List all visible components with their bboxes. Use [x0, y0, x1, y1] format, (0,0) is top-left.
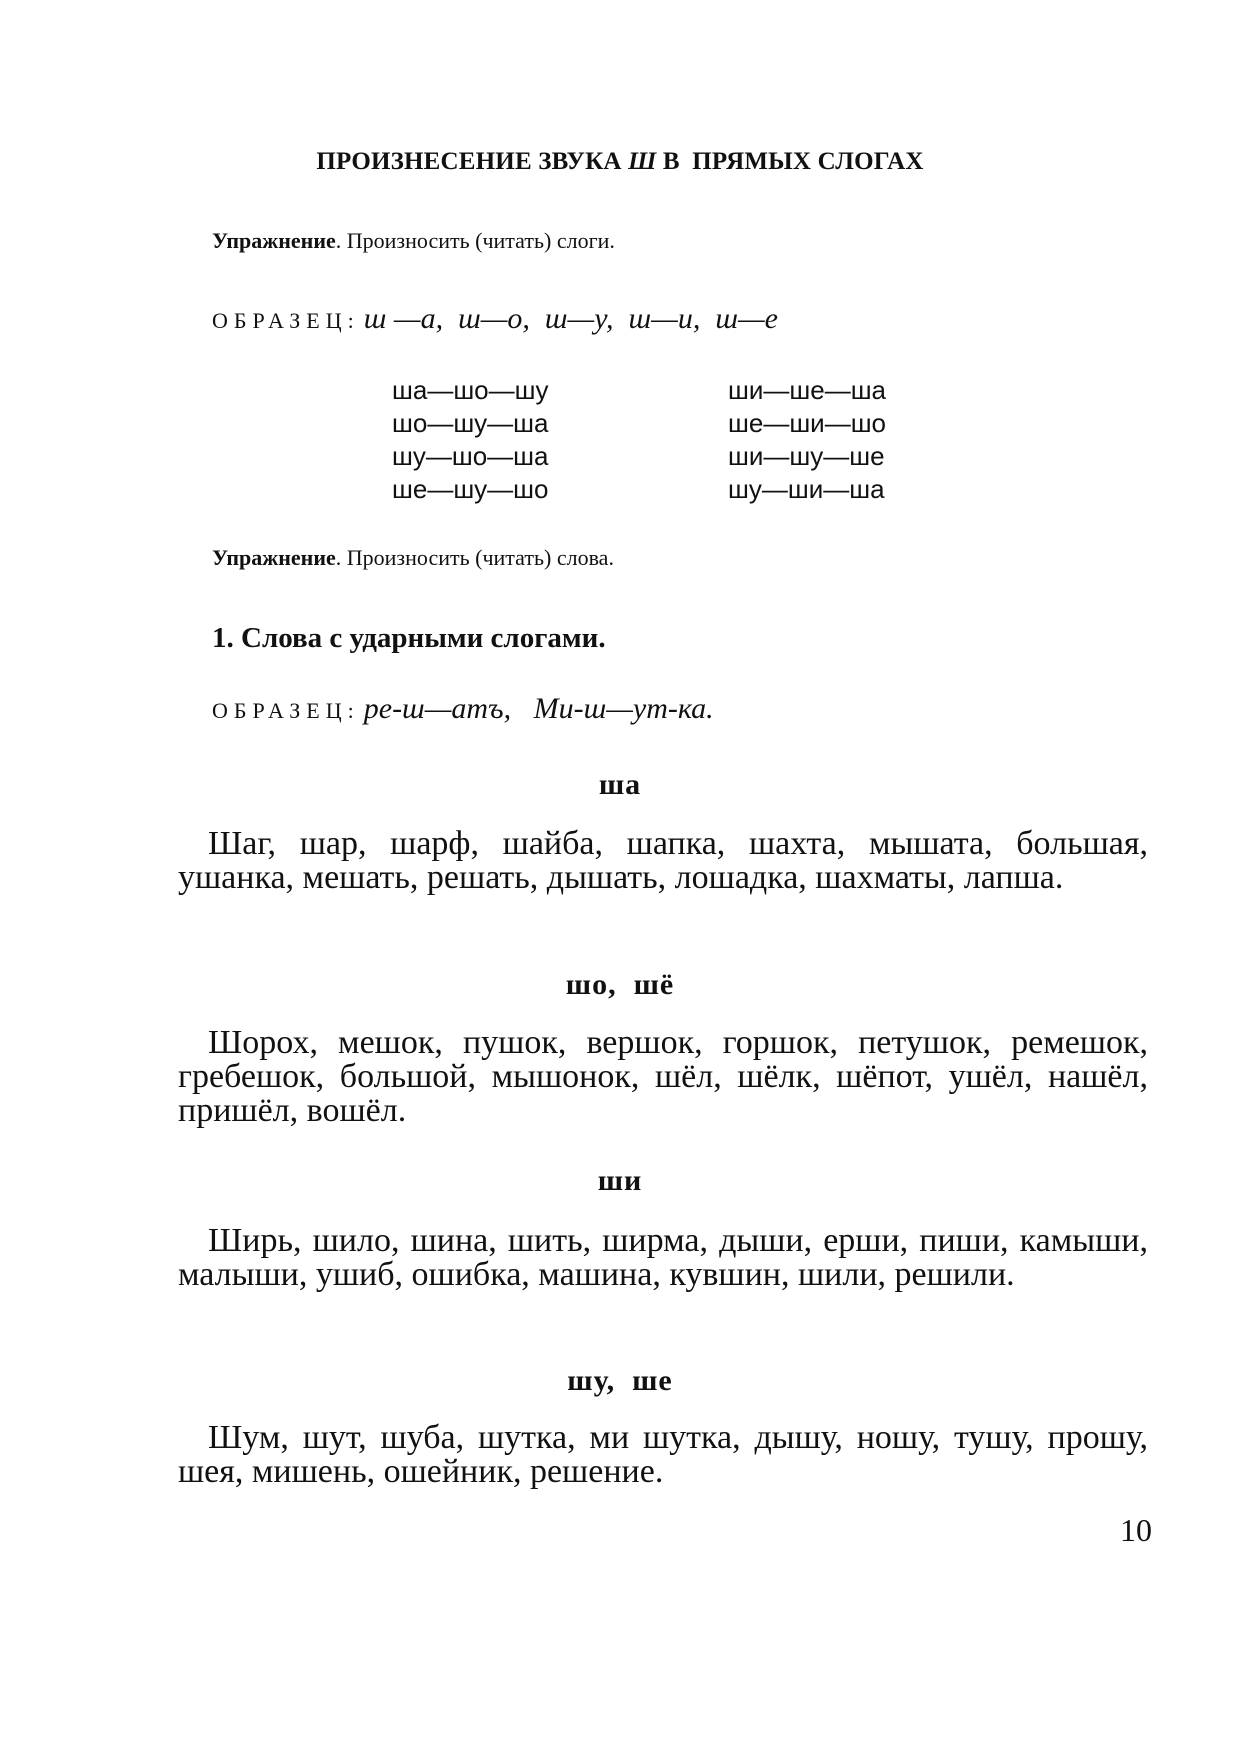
- syllable-row: шо—шу—ша: [392, 408, 549, 438]
- section-text-sho: Шорох, мешок, пушок, вершок, горшок, петушок, ремешок, гребешок, большой, мышонок, шёл, шёлк, шёпот, ушёл, нашёл, пришёл, вошёл.: [178, 1024, 1148, 1129]
- exercise-1-text: . Произносить (читать) слоги.: [335, 228, 615, 253]
- syllable-row: шу—ши—ша: [728, 474, 885, 504]
- section-heading-shu: шу, ше: [567, 1364, 673, 1397]
- exercise-2: [212, 545, 614, 571]
- sample-2: [212, 692, 714, 726]
- section-text-shu: Шум, шут, шуба, шутка, ми шутка, дышу, ношу, тушу, прошу, шея, мишень, ошейник, решение.: [178, 1419, 1148, 1490]
- syllable-row: ше—ши—шо: [728, 408, 887, 438]
- syllables-right-column: [728, 374, 886, 506]
- syllables-left-column: [392, 374, 549, 506]
- sample-2-label: ОБРАЗЕЦ:: [212, 698, 360, 723]
- title-part-3: ПРЯМЫХ СЛОГАХ: [692, 148, 924, 175]
- page-number: 10: [1120, 1512, 1152, 1548]
- subheading: 1. Слова с ударными слогами.: [212, 622, 606, 654]
- exercise-2-label: Упражнение: [212, 545, 336, 570]
- title-part-2: В: [662, 148, 680, 175]
- page-title: [0, 148, 1240, 176]
- syllable-row: ши—шу—ше: [728, 441, 885, 471]
- exercise-1-label: Упражнение: [212, 228, 336, 253]
- section-heading-sha: ша: [598, 768, 642, 801]
- syllable-row: шу—шо—ша: [392, 441, 549, 471]
- sample-2-text: ре-ш—атъ, Ми-ш—ут-ка.: [363, 692, 714, 725]
- exercise-1: [212, 228, 615, 254]
- section-text-shi: Ширь, шило, шина, шить, ширма, дыши, ерши, пиши, камыши, малыши, ушиб, ошибка, машина, кувшин, шили, решили.: [178, 1222, 1148, 1293]
- syllable-row: ши—ше—ша: [728, 375, 887, 405]
- sample-1-text: ш —а, ш—о, ш—у, ш—и, ш—е: [363, 302, 778, 335]
- exercise-2-text: . Произносить (читать) слова.: [335, 545, 614, 570]
- sample-1: [212, 302, 778, 336]
- syllable-row: ше—шу—шо: [392, 474, 549, 504]
- section-text-sha: Шаг, шар, шарф, шайба, шапка, шахта, мышата, большая, ушанка, мешать, решать, дышать, лошадка, шахматы, лапша.: [178, 825, 1148, 896]
- syllable-row: ша—шо—шу: [392, 375, 549, 405]
- section-heading-sho: шо, шё: [565, 968, 675, 1001]
- sample-1-label: ОБРАЗЕЦ:: [212, 308, 360, 333]
- title-part-1: ПРОИЗНЕСЕНИЕ ЗВУКА: [316, 148, 622, 175]
- section-heading-shi: ши: [597, 1164, 643, 1197]
- title-letter: Ш: [628, 148, 657, 175]
